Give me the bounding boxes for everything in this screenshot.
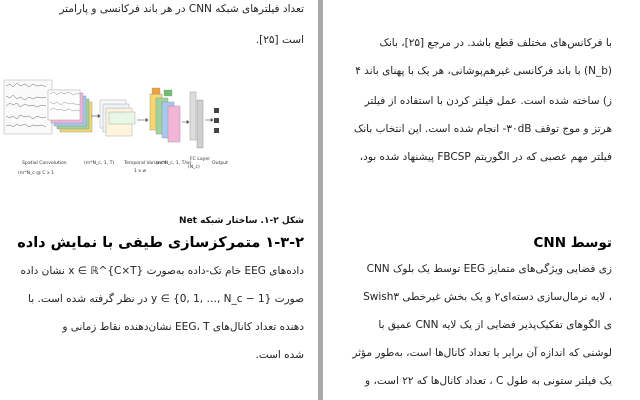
- temporal-variance-blocks: [150, 88, 180, 142]
- filter-bank-stack: [48, 90, 92, 132]
- body-line: هرتز و موج توقف ۳۰dB- انجام شده است. این انتخاب بانک: [353, 123, 612, 135]
- spatial-conv-output: [100, 100, 135, 136]
- left-page: [0, 0, 318, 400]
- figure-label: FC Layer: [190, 157, 211, 162]
- section-heading: توسط CNN: [533, 235, 612, 251]
- figure-label: 1 x w: [134, 169, 147, 174]
- body-line: شده است.: [255, 349, 304, 361]
- figure-label: (m*N_c, 1, T/w): [156, 161, 192, 166]
- fc-layer: [190, 92, 203, 148]
- body-line: فیلتر مهم عصبی که در الگوریتم FBCSP پیشنهاد شده بود،: [359, 151, 612, 163]
- body-line: لوشنی که اندازه آن برابر با تعداد کانال‌ها است، به‌طور مؤثر: [352, 347, 612, 359]
- figure-label: Spatial Convolution: [22, 161, 67, 166]
- figure-caption: شکل ۲-۱. ساختار شبکه Net: [179, 216, 304, 226]
- figure-label: Output: [212, 161, 228, 166]
- body-line: ی الگوهای تفکیک‌پذیر فضایی از یک لایه CNN عمیق با: [378, 319, 612, 331]
- section-heading: ۱-۳-۲ متمرکزسازی طیفی با نمایش داده: [17, 235, 304, 251]
- body-line: داده‌های EEG خام تک-داده به‌صورت x ∈ ℝ^{C×T} نشان داده: [20, 265, 304, 277]
- figure-label: (m*N_c, 1, T): [84, 161, 115, 166]
- network-architecture-figure: [0, 72, 232, 196]
- body-line: است [۲۵].: [255, 34, 304, 46]
- body-line: ، لایه نرمال‌سازی دسته‌ای۲ و یک بخش غیرخطی Swish۳: [363, 291, 612, 303]
- body-line: تعداد فیلترهای شبکه CNN در هر باند فرکانسی و پارامتر: [59, 3, 304, 15]
- input-signals: [4, 80, 52, 134]
- figure-label: Temporal Variance: [124, 161, 167, 166]
- body-line: (N_b) با باند فرکانسی غیرهم‌پوشانی، هر یک با پهنای باند ۴: [355, 65, 612, 77]
- figure-label: (m*N_c @ C x 1: [18, 171, 55, 176]
- body-line: دهنده تعداد کانال‌های EEG، T نشان‌دهنده نقاط زمانی و: [62, 321, 304, 333]
- body-line: زی فضایی ویژگی‌های متمایز EEG توسط یک بلوک CNN: [366, 263, 612, 275]
- output-nodes: [214, 108, 219, 133]
- body-line: با فرکانس‌های مختلف قطع باشد. در مرجع [۲۵]، بانک: [379, 37, 612, 49]
- body-line: ز) ساخته شده است. عمل فیلتر کردن با استفاده از فیلتر: [364, 95, 612, 107]
- body-line: صورت y ∈ {0, 1, …, N_c − 1} در نظر گرفته شده است. با: [28, 293, 304, 305]
- figure-label: (N_c): [188, 165, 200, 170]
- right-page: [323, 0, 640, 400]
- body-line: یک فیلتر ستونی به طول C ، تعداد کانال‌ها که ۲۲ است، و: [365, 375, 612, 387]
